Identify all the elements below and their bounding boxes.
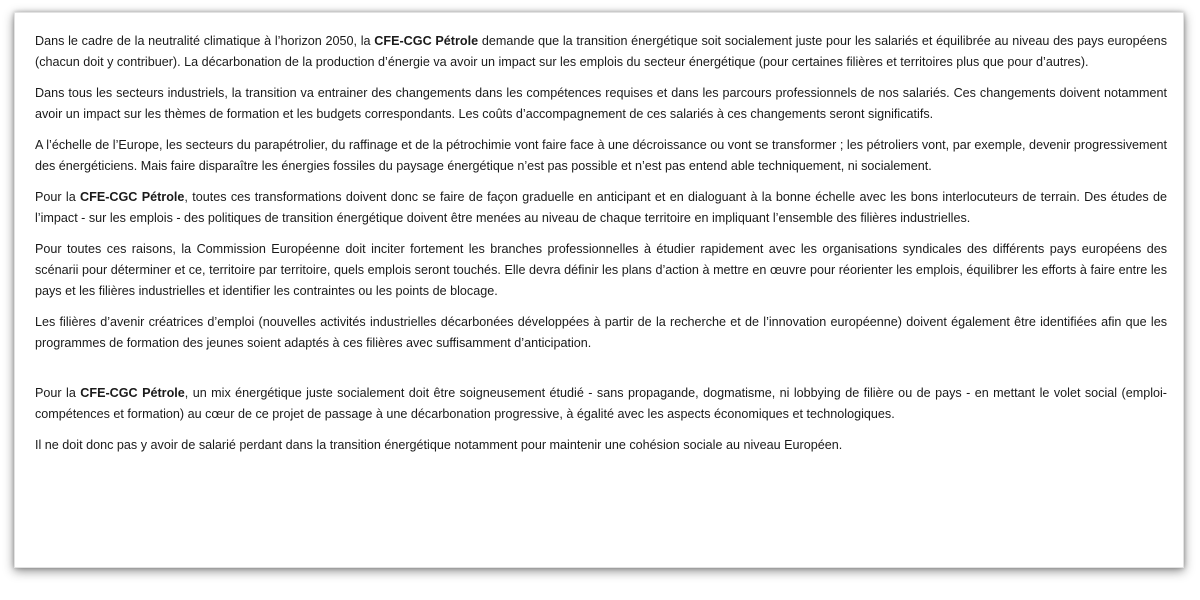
paragraph-5: Pour toutes ces raisons, la Commission Européenne doit inciter fortement les branches professionnelles à étudier rapidement avec les organisations syndicales des différents pays européens des scénarii pour déterminer et ce, territoire par territoire, quels emplois seront touchés. Elle devra définir les plans d’action à mettre en œuvre pour réorienter les emplois, équilibrer les efforts à faire entre les pays et les filières industrielles et identifier les contraintes ou les points de blocage. [35,242,1167,298]
paragraph-1 [35,31,1167,73]
paragraph-4-text: , toutes ces transformations doivent donc se faire de façon graduelle en anticipant et en dialoguant à la bonne échelle avec les bons interlocuteurs de terrain. Des études de l’impact - sur les emplois - des politiques de transition énergétique doivent être menées au niveau de chaque territoire en impliquant l’ensemble des filières industrielles. [35,190,1167,225]
org-name-bold: CFE-CGC Pétrole [80,386,185,400]
org-name-bold: CFE-CGC Pétrole [80,190,185,204]
document-page [14,12,1184,568]
paragraph-1-text: demande que la transition énergétique soit socialement juste pour les salariés et équilibrée au niveau des pays européens (chacun doit y contribuer). La décarbonation de la production d’énergie va avoir un impact sur les emplois du secteur énergétique (pour certaines filières et territoires plus que pour d’autres). [35,34,1167,69]
paragraph-7-intro: Pour la [35,386,81,400]
paragraph-6: Les filières d’avenir créatrices d’emploi (nouvelles activités industrielles décarbonées développées à partir de la recherche et de l’innovation européenne) doivent également être identifiées afin que les programmes de formation des jeunes soient adaptés à ces filières avec suffisamment d’anticipation. [35,315,1167,350]
paragraph-7-text: , un mix énergétique juste socialement doit être soigneusement étudié - sans propagande, dogmatisme, ni lobbying de filière ou de pays - en mettant le volet social (emploi-compétences et formation) au cœur de ce projet de passage à une décarbonation progressive, à égalité avec les aspects économiques et technologiques. [35,386,1168,421]
paragraph-2: Dans tous les secteurs industriels, la transition va entrainer des changements dans les compétences requises et dans les parcours professionnels de nos salariés. Ces changements doivent notamment avoir un impact sur les thèmes de formation et les budgets correspondants. Les coûts d’accompagnement de ces salariés à ces changements seront significatifs. [35,86,1167,121]
paragraph-3: A l’échelle de l’Europe, les secteurs du parapétrolier, du raffinage et de la pétrochimie vont faire face à une décroissance ou vont se transformer ; les pétroliers vont, par exemple, devenir progressivement des énergéticiens. Mais faire disparaître les énergies fossiles du paysage énergétique n’est pas possible et n’est pas entend able techniquement, ni socialement. [35,138,1167,173]
document-body [35,31,1167,466]
paragraph-7 [35,383,1167,425]
paragraph-4-intro: Pour la [35,190,81,204]
paragraph-8: Il ne doit donc pas y avoir de salarié perdant dans la transition énergétique notamment pour maintenir une cohésion sociale au niveau Européen. [35,438,843,452]
paragraph-1-intro: Dans le cadre de la neutralité climatique à l’horizon 2050, la [35,34,375,48]
paragraph-4 [35,187,1167,229]
org-name-bold: CFE-CGC Pétrole [374,34,479,48]
